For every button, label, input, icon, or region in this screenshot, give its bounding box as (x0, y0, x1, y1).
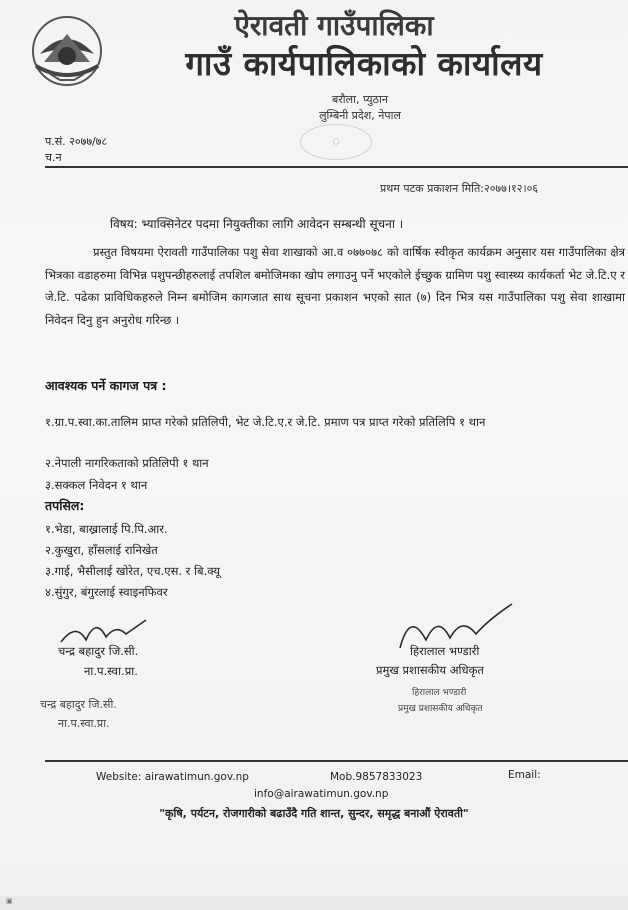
footer-divider (45, 760, 628, 762)
header-title-line2: गाउँ कार्यपालिकाको कार्यालय (185, 44, 543, 83)
notice-body: प्रस्तुत विषयमा ऐरावती गाउँपालिका पशु सेवा शाखाको आ.व ०७७०७८ को वार्षिक स्वीकृत कार्यक्रम अनुसार यस गाउँपालिका क्षेत्र भित्रका वडाहरुमा विभिन्न पशुपन्छीहरुलाई तपशिल बमोजिमका खोप लगाउनु पर्ने भएकोले ईच्छुक ग्रामिण पशु स्वास्थ्य कार्यकर्ता भेट जे.टि.ए र जे.टि. पढेका प्राविधिकहरुले निम्न बमोजिम कागजात साथ सूचना प्रकाशन भएको सात (७) दिन भित्र यस गाउँपालिका पशु सेवा शाखामा निवेदन दिनु हुन अनुरोध गरिन्छ । (45, 245, 625, 327)
footer-email-label: Email: (508, 769, 541, 781)
dispatch-number: च.न (45, 151, 62, 164)
left-signatory-title: ना.प.स्वा.प्रा. (84, 664, 138, 678)
schedule-heading: तपसिल: (45, 498, 85, 513)
schedule-item: ३.गाई, भैसीलाई खोरेत, एच.एस. र बि.क्यू (45, 564, 221, 578)
documents-heading: आवश्यक पर्ने कागज पत्र : (45, 378, 167, 393)
left-stamp-title: ना.प.स्वा.प्रा. (58, 717, 110, 730)
right-stamp-title: प्रमुख प्रशासकीय अधिकृत (398, 704, 483, 714)
footer-motto: "कृषि, पर्यटन, रोजगारीको बढाउँदै गति शान्त, सुन्दर, समृद्ध बनाऔं ऐरावती" (159, 807, 469, 820)
schedule-item: १.भेडा, बाख्रालाई पि.पि.आर. (45, 522, 168, 536)
footer-website: Website: airawatimun.gov.np (96, 771, 249, 783)
office-seal-stamp: ◯ (300, 124, 372, 160)
reference-number: प.सं. २०७७/७८ (45, 135, 108, 148)
right-stamp-name: हिरालाल भण्डारी (412, 688, 467, 698)
schedule-item: २.कुखुरा, हाँसलाई रानिखेत (45, 543, 158, 557)
left-signatory-name: चन्द्र बहादुर जि.सी. (58, 644, 139, 658)
right-signatory-title: प्रमुख प्रशासकीय अधिकृत (376, 663, 484, 677)
right-signatory-name: हिरालाल भण्डारी (410, 644, 480, 658)
schedule-item: ४.सुंगुर, बंगुरलाई स्वाइनफिवर (45, 585, 168, 599)
footer-mobile: Mob.9857833023 (330, 771, 423, 783)
document-item: २.नेपाली नागरिकताको प्रतिलिपी १ थान (45, 456, 209, 470)
document-item: १.ग्रा.प.स्वा.का.तालिम प्राप्त गरेको प्रतिलिपी, भेट जे.टि.ए.र जे.टि. प्रमाण पत्र प्राप्त गरेको प्रतिलिपि १ थान (45, 415, 486, 429)
footer-email: info@airawatimun.gov.np (254, 788, 389, 800)
left-stamp-name: चन्द्र बहादुर जि.सी. (40, 698, 117, 711)
publication-date: प्रथम पटक प्रकाशन मिति:२०७७।१२।०६ (380, 182, 539, 195)
header-title-line1: ऐरावती गाउँपालिका (234, 9, 434, 42)
address-line2: लुम्बिनी प्रदेश, नेपाल (319, 109, 401, 122)
header-divider (45, 166, 628, 168)
subject-line: विषय: भ्याक्सिनेटर पदमा नियुक्तीका लागि आवेदन सम्बन्धी सूचना । (110, 217, 404, 231)
document-item: ३.सक्कल निवेदन १ थान (45, 478, 148, 492)
address-line1: बरौला, प्युठान (332, 93, 388, 106)
scanner-watermark-icon: ▣ (6, 897, 13, 905)
